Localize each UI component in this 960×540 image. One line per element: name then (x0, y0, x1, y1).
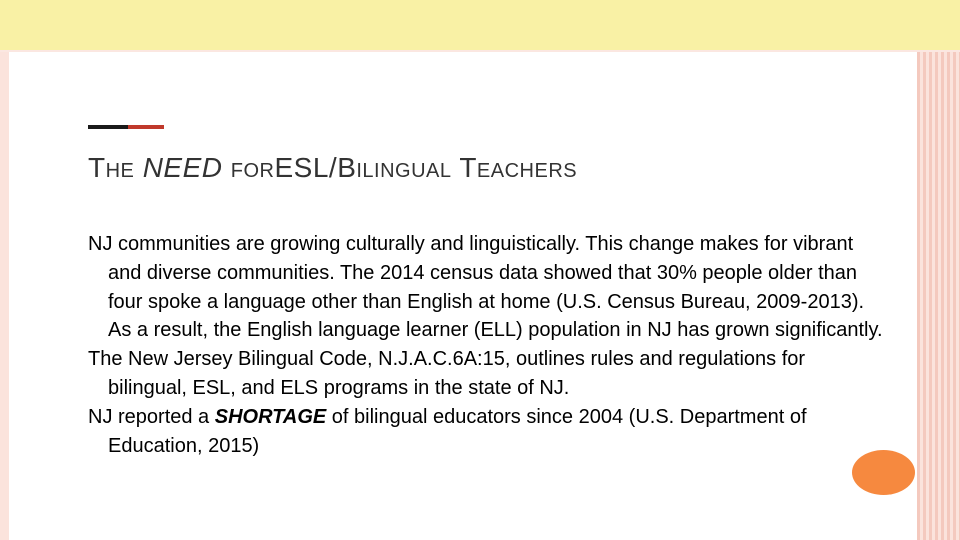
accent-bar-red (128, 125, 164, 129)
paragraph-shortage (88, 403, 888, 461)
title-accent-bar (88, 125, 164, 129)
accent-bar-dark (88, 125, 128, 129)
shortage-after: of bilingual educators since 2004 (U.S. Department of Education, 2015) (108, 405, 807, 457)
slide-body (88, 230, 888, 460)
shortage-emphasis: SHORTAGE (214, 405, 327, 428)
title-cap-t2: T (459, 152, 477, 183)
title-ilingual: ILINGUAL (356, 160, 452, 182)
left-border (0, 52, 9, 540)
title-cap-t: T (88, 152, 106, 183)
shortage-before: NJ reported a (88, 405, 215, 428)
slide-title (88, 152, 888, 184)
right-stripes-decoration (917, 52, 960, 540)
title-for: FOR (230, 160, 275, 182)
paragraph-communities: NJ communities are growing culturally and linguistically. This change makes for vibrant and diverse communities. The 2014 census data showed that 30% people older than four spoke a language other than English at home (U.S. Census Bureau, 2009-2013). As a result, the English language learner (ELL) population in NJ has grown significantly. (88, 233, 883, 342)
paragraph-bilingual-code: The New Jersey Bilingual Code, N.J.A.C.6A:15, outlines rules and regulations for bilingual, ESL, and ELS programs in the state of NJ. (88, 348, 806, 399)
top-band (0, 0, 960, 50)
orange-circle-decoration (852, 450, 915, 495)
title-need: NEED (142, 152, 223, 183)
title-eachers: EACHERS (476, 160, 578, 182)
title-he: HE (105, 160, 135, 182)
title-esl-b: ESL/B (274, 152, 357, 183)
